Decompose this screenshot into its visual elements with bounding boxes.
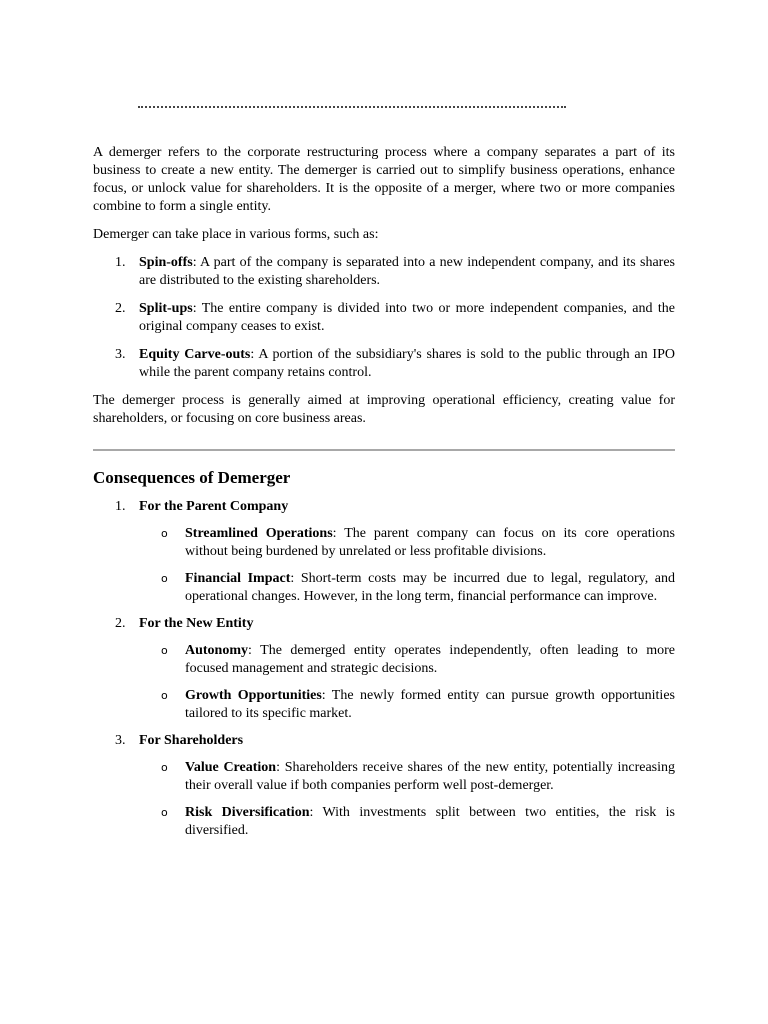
- definition: : Short-term costs may be incurred due to legal, regulatory, and operational changes. However, in the long term, financial performance can improve.: [185, 571, 676, 604]
- sub-item: [139, 570, 675, 606]
- intro-paragraph: A demerger refers to the corporate restructuring process where a company separates a part of its business to create a new entity. The demerger is carried out to simplify business operations, enhance focus, or unlock value for shareholders. It is the opposite of a merger, where two or more companies combine to form a single entity.: [93, 145, 675, 214]
- term: Streamlined Operations: [185, 526, 333, 541]
- list-number: 2.: [115, 301, 126, 316]
- group-label: For Shareholders: [139, 733, 244, 748]
- closing-paragraph: The demerger process is generally aimed at improving operational efficiency, creating value for shareholders, or focusing on core business areas.: [93, 393, 675, 426]
- demerger-forms-list: [93, 254, 675, 382]
- term: Value Creation: [185, 760, 277, 775]
- document-body: [93, 144, 675, 849]
- circle-bullet-icon: o: [161, 806, 168, 819]
- definition: : With investments split between two entities, the risk is diversified.: [185, 805, 675, 838]
- term: Financial Impact: [185, 571, 291, 586]
- definition: : The entire company is divided into two or more independent companies, and the original company ceases to exist.: [139, 301, 675, 334]
- consequence-group: [93, 615, 675, 723]
- section-heading: Consequences of Demerger: [93, 468, 291, 487]
- list-item: [93, 300, 675, 336]
- definition: : The newly formed entity can pursue growth opportunities tailored to its specific market.: [185, 688, 675, 721]
- dotted-header-rule: [138, 106, 566, 108]
- circle-bullet-icon: o: [161, 644, 168, 657]
- sub-item: [139, 759, 675, 795]
- circle-bullet-icon: o: [161, 572, 168, 585]
- sub-item: [139, 642, 675, 678]
- term: Spin-offs: [139, 255, 193, 270]
- sub-item: [139, 804, 675, 840]
- term: Risk Diversification: [185, 805, 310, 820]
- sub-list: [139, 525, 675, 606]
- list-number: 1.: [115, 255, 126, 270]
- group-label: For the New Entity: [139, 616, 254, 631]
- sub-list: [139, 759, 675, 840]
- term: Autonomy: [185, 643, 249, 658]
- term: Equity Carve-outs: [139, 347, 251, 362]
- forms-intro: Demerger can take place in various forms, such as:: [93, 227, 379, 242]
- definition: : A part of the company is separated into a new independent company, and its shares are distributed to the existing shareholders.: [139, 255, 675, 288]
- list-number: 2.: [115, 616, 126, 631]
- list-number: 3.: [115, 347, 126, 362]
- consequence-group: [93, 732, 675, 840]
- circle-bullet-icon: o: [161, 689, 168, 702]
- definition: : Shareholders receive shares of the new entity, potentially increasing their overall value if both companies perform well post-demerger.: [185, 760, 676, 793]
- list-item: [93, 254, 675, 290]
- group-label: For the Parent Company: [139, 499, 289, 514]
- term: Split-ups: [139, 301, 193, 316]
- definition: : The parent company can focus on its core operations without being burdened by unrelated or less profitable divisions.: [185, 526, 675, 559]
- definition: : The demerged entity operates independently, often leading to more focused management and strategic decisions.: [185, 643, 675, 676]
- list-number: 3.: [115, 733, 126, 748]
- sub-item: [139, 687, 675, 723]
- list-number: 1.: [115, 499, 126, 514]
- circle-bullet-icon: o: [161, 527, 168, 540]
- consequences-list: [93, 498, 675, 840]
- sub-list: [139, 642, 675, 723]
- list-item: [93, 346, 675, 382]
- section-divider: [93, 449, 675, 451]
- definition: : A portion of the subsidiary's shares is sold to the public through an IPO while the parent company retains control.: [139, 347, 675, 380]
- consequence-group: [93, 498, 675, 606]
- sub-item: [139, 525, 675, 561]
- term: Growth Opportunities: [185, 688, 322, 703]
- circle-bullet-icon: o: [161, 761, 168, 774]
